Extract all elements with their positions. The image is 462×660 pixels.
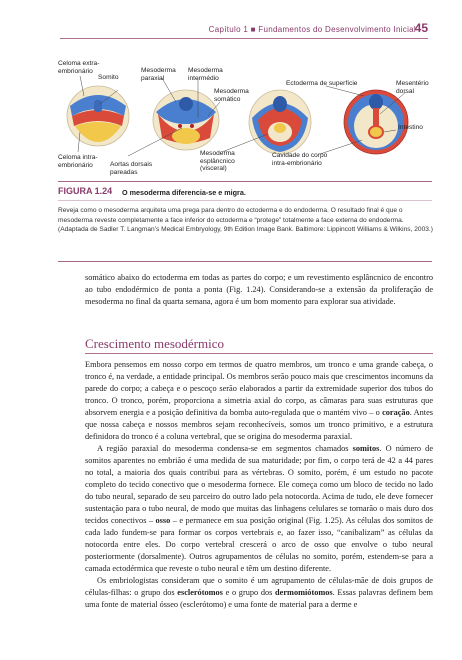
label-somito: Somito — [98, 74, 119, 81]
paragraph-1 — [85, 359, 433, 443]
p2-text-c: . O número de somitos aparentes no embrião é uma medida de sua maturidade; por fim, o corpo terá de 42 a 44 pares no total, a maioria dos quais contribui para as vértebras. O somito, porém, é um estudo no pacote completo do tecido conectivo que o mesoderma fornece. Ele começa como um bloco de tecido no lado do tubo neural, separado de seu parceiro do outro lado pela notocorda. Acima de tudo, ele deve fornecer sustentação para o tubo neural, de modo que muitas das linhagens celulares se tornarão o mais duro dos tecidos conectivos – — [85, 444, 434, 525]
intro-text: somático abaixo do ectoderma em todas as partes do corpo; e um revestimento esplâncnico de encontro ao tubo endodérmico de ponta a ponta (Fig. 1.24). Considerando-se a extensão da proliferação de mesoderma no final da quarta semana, agora é um bom momento para explorar sua atividade. — [85, 273, 433, 306]
p3-text-e: . Essas palavras definem bem uma fonte de material ósseo (esclerótomo) e uma fonte de material para a derme e — [85, 588, 433, 609]
term-esclerotomos: esclerótomos — [177, 588, 223, 597]
p2-text-e: – e permanece em sua posição original (Fig. 1.25). As células dos somitos de cada lado fundem-se para formar os corpos vertebrais e, ao fazer isso, “canibalizam” as células da notocorda entre eles. Do corpo vertebral crescerá o arco de osso que envolve o tubo neural posteriormente (dorsalmente). Outros agrupamentos de células no somito, porém, estendem-se para a camada ectodérmica que reveste o tubo neural e têm um destino diferente. — [85, 516, 433, 573]
label-mesoderma-esplancnico: Mesoderma esplâncnico (visceral) — [200, 150, 235, 173]
section-body — [85, 359, 433, 611]
label-celoma-extra: Celoma extra- embrionário — [58, 60, 100, 75]
embryo-cross-sections-illustration — [58, 44, 434, 180]
embryo-stage-2 — [153, 90, 219, 150]
term-coracao: coração — [382, 408, 410, 417]
caption-rule-bottom — [58, 261, 432, 262]
figure-1-24 — [58, 44, 434, 180]
label-ectoderma-superficie: Ectoderma de superfície — [286, 80, 358, 87]
label-intestino: Intestino — [398, 124, 423, 131]
label-celoma-intra: Celoma intra- embrionário — [58, 154, 98, 169]
figure-caption: Reveja como o mesoderma arquiteta uma prega para dentro do ectoderma e do endoderma. O resultado final é que o mesoderma reveste completamente a face inferior do ectoderma e “protege” totalmente a face externa do endoderma. (Adaptada de Sadler T. Langman’s Medical Embryology, 9th Edition Image Bank. Baltimore: Lippincott Williams & Wilkins, 2003.) — [58, 207, 433, 233]
intro-paragraph — [85, 272, 433, 308]
caption-rule-top — [58, 181, 432, 182]
p3-text-c: e o grupo dos — [222, 588, 276, 597]
label-mesoderma-somatico: Mesoderma somático — [214, 88, 249, 103]
section-heading: Crescimento mesodérmico — [85, 336, 224, 351]
p1-text-c: . Antes que nossa cabeça e nossos membros sejam reconhecíveis, somos um tronco primitivo, e a estrutura definidora do tronco é a coluna vertebral, que se origina do mesoderma paraxial. — [85, 408, 433, 441]
embryo-stage-1 — [67, 86, 129, 146]
label-cavidade-corpo: Cavidade do corpo intra-embrionário — [272, 152, 328, 167]
section-rule — [85, 353, 433, 354]
header-rule — [60, 38, 428, 39]
label-mesoderma-paraxial: Mesoderma paraxial — [141, 67, 176, 82]
term-osso: osso — [155, 516, 171, 525]
page-number: 45 — [414, 21, 428, 35]
label-mesenterio-dorsal: Mesentério dorsal — [396, 80, 429, 95]
p3-text-a: Os embriologistas consideram que o somito é um agrupamento de células-mãe de dois grupos de células-filhas: o grupo dos — [85, 576, 433, 597]
label-aortas-dorsais: Aortas dorsais pareadas — [110, 161, 153, 176]
term-dermomiotomos: dermomiótomos — [275, 588, 333, 597]
figure-title: O mesoderma diferencia-se e migra. — [122, 188, 246, 197]
embryo-stage-3 — [249, 90, 311, 154]
p2-text-a: A região paraxial do mesoderma condensa-se em segmentos chamados — [97, 444, 353, 453]
page-header — [0, 0, 462, 40]
paragraph-3 — [85, 575, 433, 611]
p1-text-a: Embora pensemos em nosso corpo em termos de quatro membros, um tronco e uma grande cabeça, o tronco é, na verdade, a entidade principal. Os membros serão pouco mais que crescimentos incomuns da parede do corpo; a cabeça e o pescoço serão elaborados a partir da extremidade superior dos tubos do tronco. O tronco, porém, proporciona a simetria axial do corpo, as câmaras para suas estruturas que absorvem energia e a posição definitiva da bomba auto-regulada que o mantém vivo – o — [85, 360, 433, 417]
figure-number: FIGURA 1.24 — [58, 186, 113, 196]
label-mesoderma-intermedio: Mesoderma intermédio — [188, 67, 223, 82]
embryo-stage-4 — [344, 90, 408, 154]
paragraph-2 — [85, 443, 433, 575]
chapter-title: Capítulo 1 ■ Fundamentos do Desenvolvimento Inicial — [208, 25, 416, 34]
term-somitos: somitos — [352, 444, 380, 453]
caption-rule-mid — [58, 200, 432, 201]
